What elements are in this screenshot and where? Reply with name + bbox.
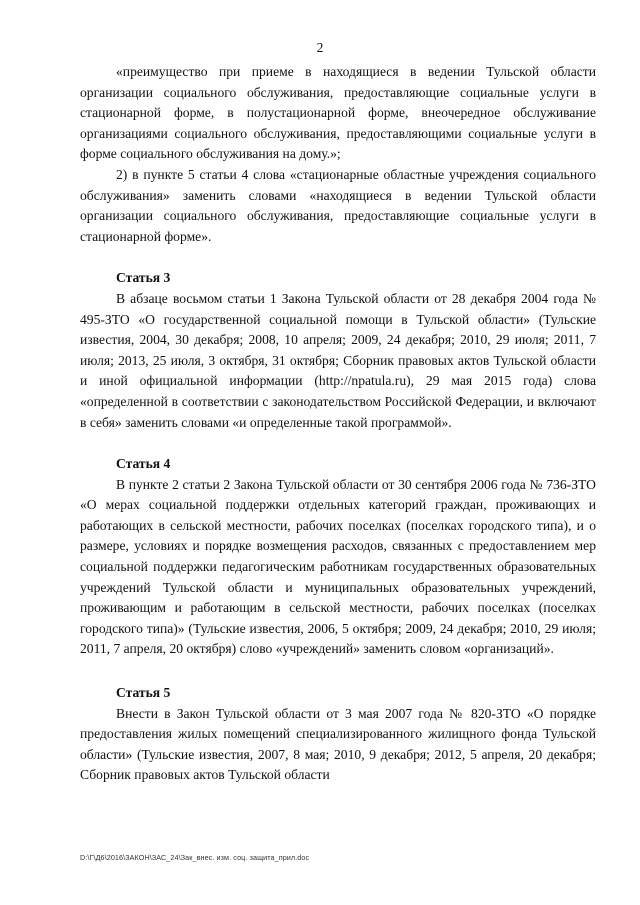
spacer [80,433,596,454]
spacer [80,247,596,268]
article-5-text: Внести в Закон Тульской области от 3 мая 2007 года № 820-ЗТО «О порядке предоставления жилых помещений специализированного жилищного фонда Тульской области» (Тульские известия, 2007, 8 мая; 2010, 9 декабря; 2012, 5 апреля, 20 декабря; Сборник правовых актов Тульской области [80,705,596,783]
spacer [80,660,596,683]
paragraph-item-2: 2) в пункте 5 статьи 4 слова «стационарные областные учреждения социального обслуживания» заменить словами «находящиеся в ведении Тульской области организации социального обслуживания, предоставляющие социальные услуги в стационарной форме». [80,166,596,244]
article-5-heading: Статья 5 [116,685,171,701]
footer-file-path: D:\Г\Д6\2016\ЗАКОН\ЗАС_24\Зак_внес. изм. соц. защита_прил.doc [80,853,310,862]
paragraph-quote-continuation: «преимущество при приеме в находящиеся в ведении Тульской области организации социального обслуживания, предоставляющие социальные услуги в стационарной форме, в полустационарной форме, внеочередное обслуживание организациями социального обслуживания, предоставляющими социальные услуги в форме социального обслуживания на дому.»; [80,64,596,162]
article-3-heading: Статья 3 [116,270,171,286]
document-body [80,62,596,786]
article-3-text: В абзаце восьмом статьи 1 Закона Тульской области от 28 декабря 2004 года № 495-ЗТО «О государственной социальной помощи в Тульской области» (Тульские известия, 2004, 30 декабря; 2008, 10 апреля; 2009, 24 декабря; 2010, 29 июля; 2011, 7 июля; 2013, 25 июля, 3 октября, 31 октября; Сборник правовых актов Тульской области и иной официальной информации (http://npatula.ru), 29 мая 2015 года) слова «определенной в соответствии с законодательством Российской Федерации, и включают в себя» заменить словами «и определенные такой программой». [80,290,596,430]
article-4-heading: Статья 4 [116,456,171,472]
article-4-text: В пункте 2 статьи 2 Закона Тульской области от 30 сентября 2006 года № 736-ЗТО «О мерах социальной поддержки отдельных категорий граждан, проживающих и работающих в сельской местности, рабочих поселках (поселках городского типа), и о размере, условиях и порядке возмещения расходов, связанных с предоставлением мер социальной поддержки педагогическим работникам государственных образовательных учреждений Тульской области и муниципальных образовательных учреждений, проживающим и работающим в сельской местности, рабочих поселках (поселках городского типа)» (Тульские известия, 2006, 5 октября; 2009, 24 декабря; 2010, 29 июля; 2011, 7 апреля, 20 октября) слово «учреждений» заменить словом «организаций». [80,476,596,657]
page-number: 2 [316,40,324,55]
